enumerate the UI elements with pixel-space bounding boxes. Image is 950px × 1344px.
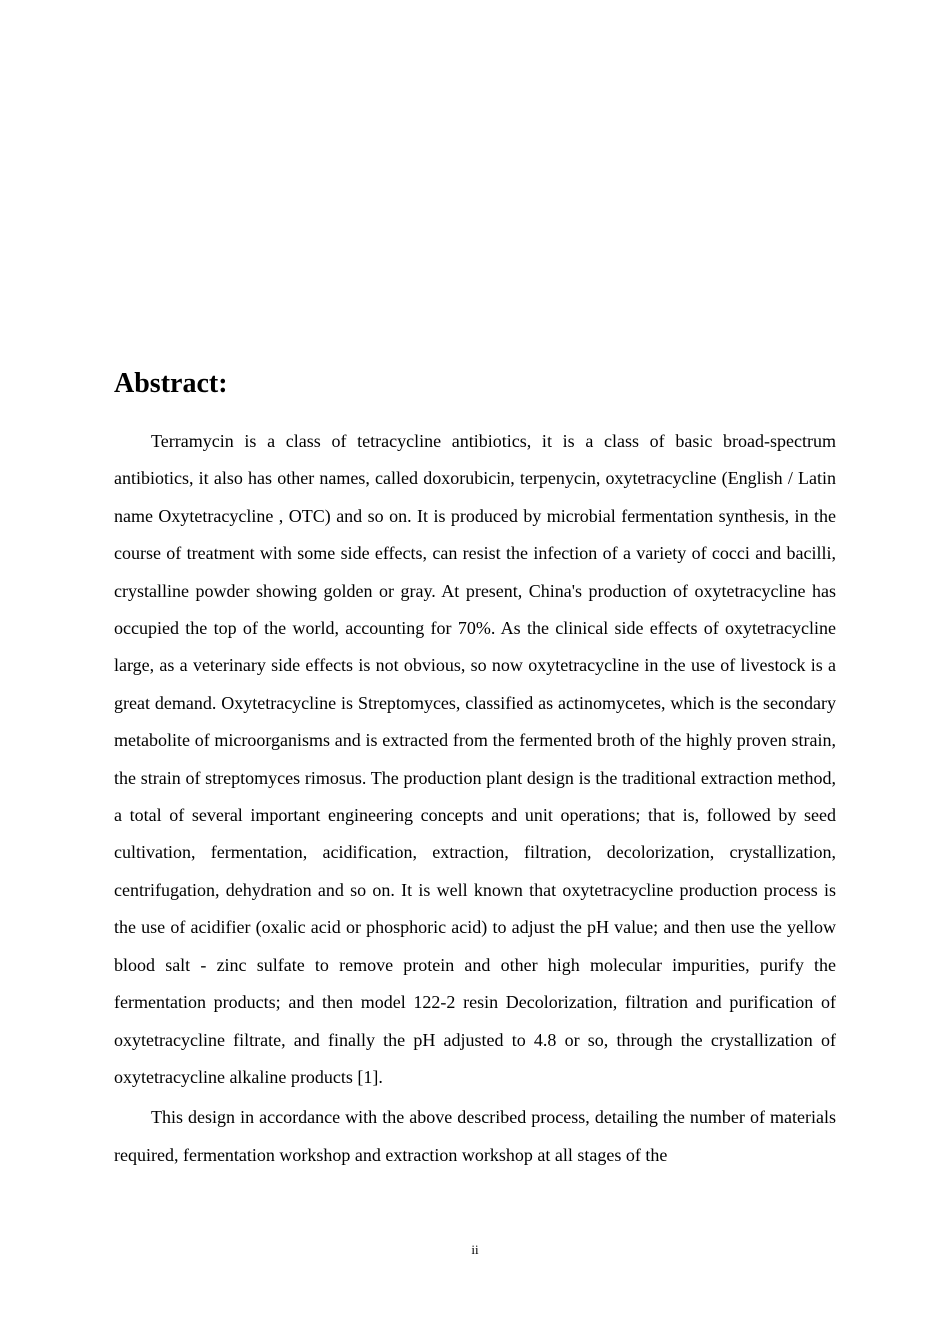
page-number: ii [471,1242,479,1257]
abstract-heading: Abstract: [114,368,228,399]
abstract-paragraph-2: This design in accordance with the above described process, detailing the number of materials required, fermentation workshop and extraction workshop at all stages of the [114,1107,836,1165]
abstract-body [114,423,836,1174]
abstract-paragraph-1: Terramycin is a class of tetracycline antibiotics, it is a class of basic broad-spectrum antibiotics, it also has other names, called doxorubicin, terpenycin, oxytetracycline (English / Latin name Oxytetracycline , OTC) and so on. It is produced by microbial fermentation synthesis, in the course of treatment with some side effects, can resist the infection of a variety of cocci and bacilli, crystalline powder showing golden or gray. At present, China's production of oxytetracycline has occupied the top of the world, accounting for 70%. As the clinical side effects of oxytetracycline large, as a veterinary side effects is not obvious, so now oxytetracycline in the use of livestock is a great demand. Oxytetracycline is Streptomyces, classified as actinomycetes, which is the secondary metabolite of microorganisms and is extracted from the fermented broth of the highly proven strain, the strain of streptomyces rimosus. The production plant design is the traditional extraction method, a total of several important engineering concepts and unit operations; that is, followed by seed cultivation, fermentation, acidification, extraction, filtration, decolorization, crystallization, centrifugation, dehydration and so on. It is well known that oxytetracycline production process is the use of acidifier (oxalic acid or phosphoric acid) to adjust the pH value; and then use the yellow blood salt - zinc sulfate to remove protein and other high molecular impurities, purify the fermentation products; and then model 122-2 resin Decolorization, filtration and purification of oxytetracycline filtrate, and finally the pH adjusted to 4.8 or so, through the crystallization of oxytetracycline alkaline products [1]. [114,431,836,1087]
